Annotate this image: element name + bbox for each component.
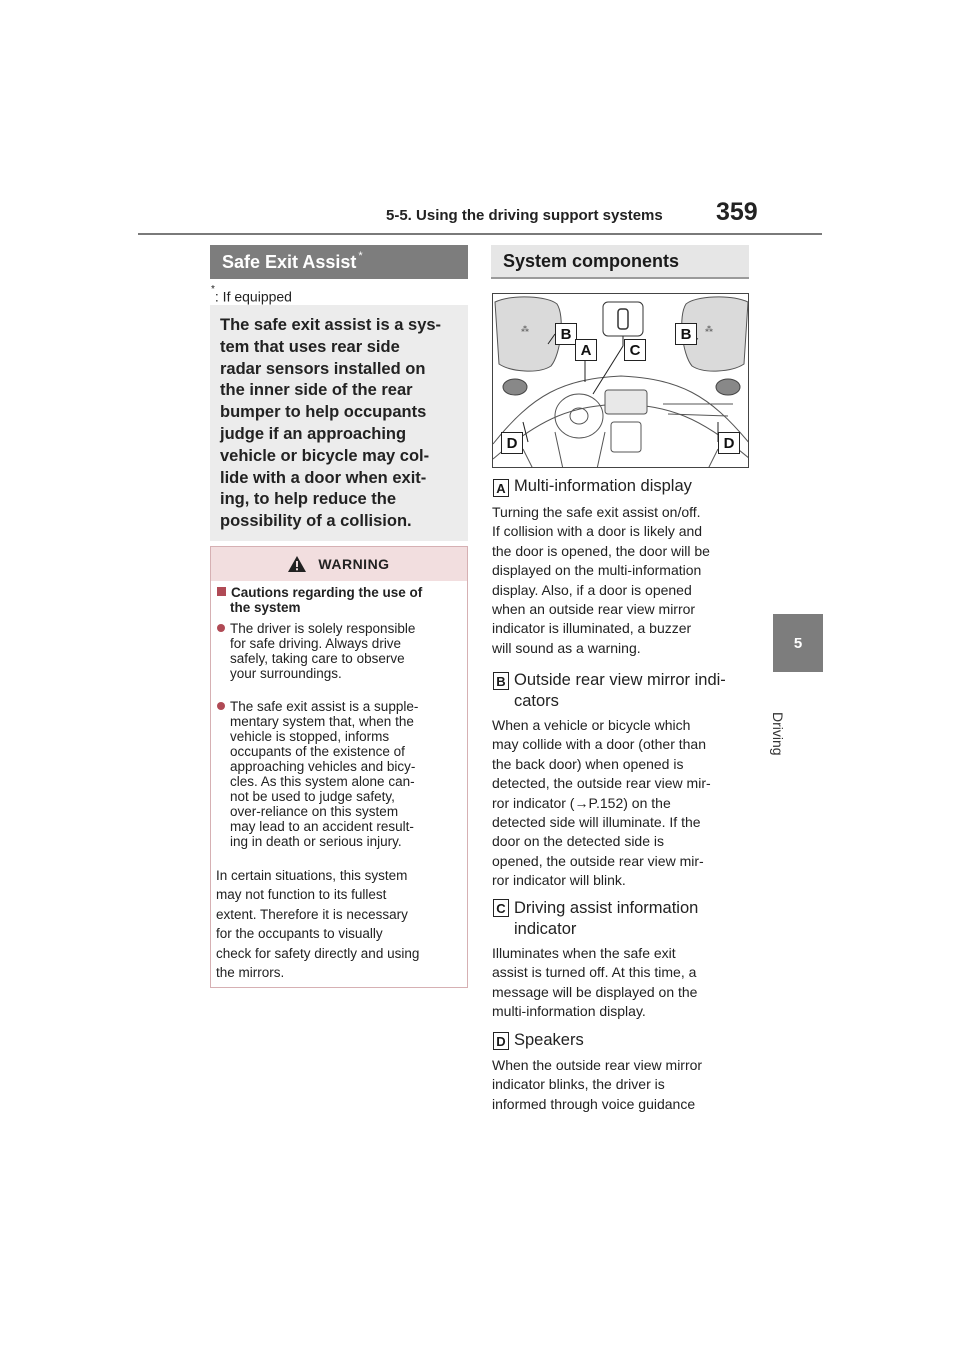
chapter-tab: 5	[773, 614, 823, 672]
intro-line: possibility of a collision.	[220, 512, 412, 531]
intro-line: tem that uses rear side	[220, 337, 400, 356]
dashboard-diagram	[492, 293, 749, 468]
footnote-asterisk: *	[211, 284, 215, 295]
bullet-dot-icon	[217, 702, 225, 710]
chapter-label: Driving	[770, 712, 786, 756]
title-asterisk: *	[358, 250, 363, 262]
diagram-label-c: C	[624, 339, 646, 361]
intro-line: vehicle or bicycle may col-	[220, 446, 430, 465]
component-letter-c: C	[493, 899, 509, 917]
intro-line: the inner side of the rear	[220, 381, 413, 400]
footnote-text: : If equipped	[214, 288, 292, 305]
warning-header	[211, 547, 467, 581]
intro-summary	[210, 305, 468, 541]
warning-bullet: The driver is solely responsible for safe driving. Always drive safely, taking care to observe your surroundings.	[217, 621, 463, 681]
safe-exit-assist-title	[210, 245, 468, 279]
component-body-c: Illuminates when the safe exit assist is turned off. At this time, a message will be displayed on the multi-information display.	[492, 945, 698, 1020]
warning-triangle-icon	[288, 556, 306, 572]
header-divider	[138, 233, 822, 235]
component-letter-d: D	[493, 1032, 509, 1050]
component-body-a: Turning the safe exit assist on/off. If collision with a door is likely and the door is opened, the door will be displayed on the multi-information display. Also, if a door is opened when an outside rear view mirror indicator is illuminated, a buzzer will sound as a warning.	[492, 504, 710, 656]
component-letter-a: A	[493, 479, 509, 497]
warning-box	[210, 546, 468, 988]
warning-heading: WARNING	[318, 556, 390, 572]
intro-line: radar sensors installed on	[220, 359, 426, 378]
component-title-c: Driving assist information indicator	[514, 899, 699, 938]
dashboard-illustration	[493, 294, 749, 468]
diagram-label-d-left: D	[501, 432, 523, 454]
component-title-d: Speakers	[514, 1031, 584, 1049]
system-components-title: System components	[491, 245, 749, 279]
intro-line: ing, to help reduce the	[220, 490, 397, 509]
component-body-d: When the outside rear view mirror indicator blinks, the driver is informed through voice guidance	[492, 1057, 703, 1112]
intro-line: The safe exit assist is a sys-	[220, 316, 442, 334]
page-number: 359	[716, 198, 758, 226]
warning-subheading: Cautions regarding the use of the system	[217, 585, 463, 615]
component-body-b: When a vehicle or bicycle which may collide with a door (other than the back door) when opened is detected, the outside rear view mir- ror indicator (→P.152) on the detected side will illuminate. If the door on the detected side is opened, the outside rear view mir- ror indicator will blink.	[492, 717, 711, 889]
warning-paragraph: In certain situations, this system may not function to its fullest extent. Therefore it is necessary for the occupants to visually check for safety directly and using the mirrors.	[216, 868, 420, 981]
diagram-label-b-left: B	[555, 323, 577, 345]
diagram-label-d-right: D	[718, 432, 740, 454]
svg-text:⁂: ⁂	[705, 325, 713, 334]
title-text: Safe Exit Assist	[222, 251, 357, 272]
section-header: 5-5. Using the driving support systems	[386, 207, 663, 224]
intro-line: bumper to help occupants	[220, 403, 427, 422]
component-title-b: Outside rear view mirror indi- cators	[514, 671, 726, 710]
intro-line: lide with a door when exit-	[220, 468, 427, 487]
diagram-label-b-right: B	[675, 323, 697, 345]
footnote	[211, 284, 292, 305]
diagram-label-a: A	[575, 339, 597, 361]
svg-text:⁂: ⁂	[521, 325, 529, 334]
square-bullet-icon	[217, 587, 226, 596]
component-letter-b: B	[493, 672, 509, 690]
warning-bullet: The safe exit assist is a supple- mentary system that, when the vehicle is stopped, informs occupants of the existence of approaching vehicles and bicy- cles. As this system alone can- not be used to judge safety, over-reliance on this system may lead to an accident result- ing in death or serious injury.	[217, 699, 463, 849]
intro-line: judge if an approaching	[220, 424, 407, 443]
component-title-a: Multi-information display	[514, 477, 692, 495]
bullet-dot-icon	[217, 624, 225, 632]
